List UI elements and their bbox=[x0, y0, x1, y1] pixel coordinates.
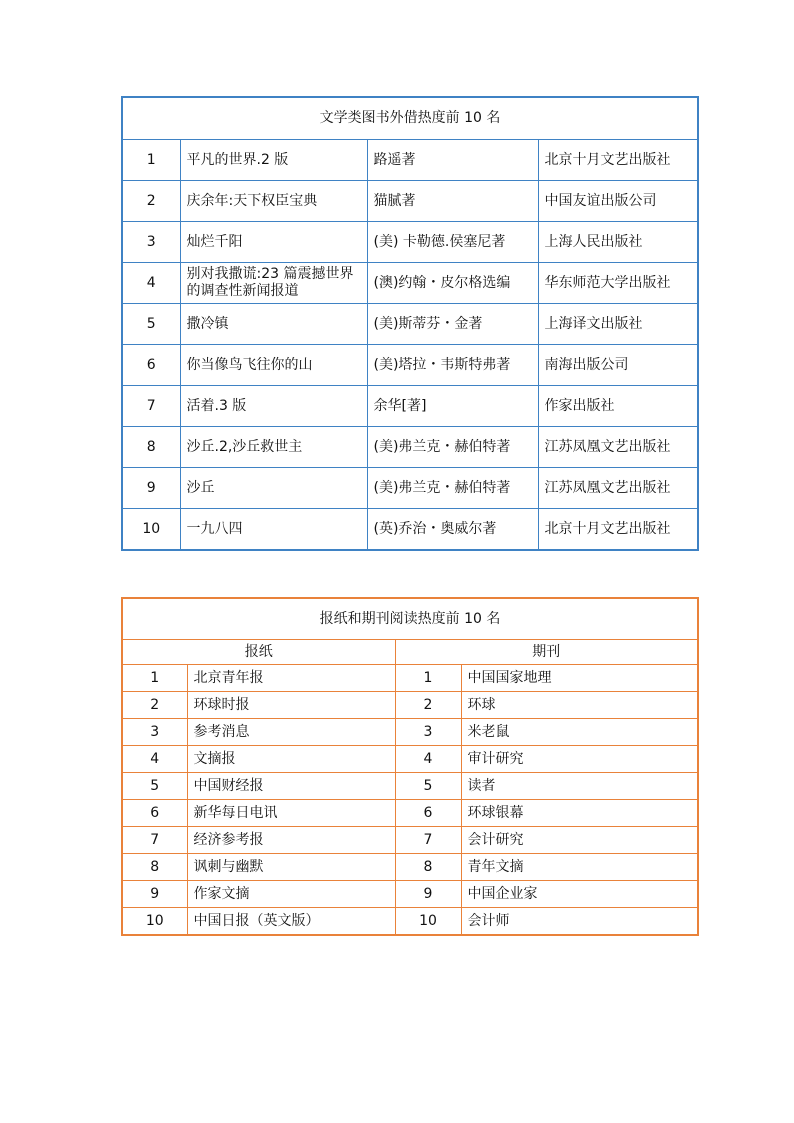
newspaper-name: 讽刺与幽默 bbox=[187, 854, 395, 881]
newspaper-name: 文摘报 bbox=[187, 746, 395, 773]
book-title: 撒冷镇 bbox=[180, 304, 367, 345]
newspaper-name: 中国日报（英文版） bbox=[187, 908, 395, 936]
newspaper-rank: 3 bbox=[122, 719, 187, 746]
book-title: 你当像鸟飞往你的山 bbox=[180, 345, 367, 386]
journal-rank: 7 bbox=[395, 827, 461, 854]
book-rank: 5 bbox=[122, 304, 180, 345]
journal-name: 青年文摘 bbox=[461, 854, 698, 881]
newspaper-rank: 8 bbox=[122, 854, 187, 881]
book-rank: 2 bbox=[122, 181, 180, 222]
periodicals-table-title-row bbox=[122, 598, 698, 640]
journal-name: 会计研究 bbox=[461, 827, 698, 854]
journal-rank: 1 bbox=[395, 665, 461, 692]
book-author: (美)弗兰克・赫伯特著 bbox=[367, 427, 538, 468]
journal-rank: 10 bbox=[395, 908, 461, 936]
journal-rank: 6 bbox=[395, 800, 461, 827]
book-title: 灿烂千阳 bbox=[180, 222, 367, 263]
table-row bbox=[122, 468, 698, 509]
table-row bbox=[122, 746, 698, 773]
journal-name: 中国国家地理 bbox=[461, 665, 698, 692]
newspaper-name: 新华每日电讯 bbox=[187, 800, 395, 827]
journal-name: 中国企业家 bbox=[461, 881, 698, 908]
newspaper-name: 经济参考报 bbox=[187, 827, 395, 854]
book-title: 沙丘 bbox=[180, 468, 367, 509]
newspaper-header: 报纸 bbox=[122, 640, 395, 665]
newspaper-rank: 7 bbox=[122, 827, 187, 854]
book-rank: 10 bbox=[122, 509, 180, 551]
table-row bbox=[122, 222, 698, 263]
table-row bbox=[122, 800, 698, 827]
book-author: (美)斯蒂芬・金著 bbox=[367, 304, 538, 345]
book-title: 庆余年:天下权臣宝典 bbox=[180, 181, 367, 222]
table-row bbox=[122, 386, 698, 427]
newspaper-rank: 9 bbox=[122, 881, 187, 908]
book-publisher: 作家出版社 bbox=[538, 386, 698, 427]
journal-name: 会计师 bbox=[461, 908, 698, 936]
book-rank: 7 bbox=[122, 386, 180, 427]
book-publisher: 上海人民出版社 bbox=[538, 222, 698, 263]
book-author: 路遥著 bbox=[367, 140, 538, 181]
book-publisher: 上海译文出版社 bbox=[538, 304, 698, 345]
journal-rank: 2 bbox=[395, 692, 461, 719]
book-author: (美)塔拉・韦斯特弗著 bbox=[367, 345, 538, 386]
book-author: (英)乔治・奥威尔著 bbox=[367, 509, 538, 551]
newspaper-rank: 6 bbox=[122, 800, 187, 827]
book-rank: 9 bbox=[122, 468, 180, 509]
book-publisher: 江苏凤凰文艺出版社 bbox=[538, 468, 698, 509]
book-title: 平凡的世界.2 版 bbox=[180, 140, 367, 181]
journal-name: 环球银幕 bbox=[461, 800, 698, 827]
journal-header: 期刊 bbox=[395, 640, 698, 665]
periodicals-table-title: 报纸和期刊阅读热度前 10 名 bbox=[122, 598, 698, 640]
periodicals-table bbox=[121, 597, 699, 936]
table-row bbox=[122, 827, 698, 854]
table-row bbox=[122, 881, 698, 908]
newspaper-name: 北京青年报 bbox=[187, 665, 395, 692]
journal-rank: 9 bbox=[395, 881, 461, 908]
book-author: 猫腻著 bbox=[367, 181, 538, 222]
books-table-title: 文学类图书外借热度前 10 名 bbox=[122, 97, 698, 140]
table-row bbox=[122, 509, 698, 551]
newspaper-name: 中国财经报 bbox=[187, 773, 395, 800]
book-rank: 3 bbox=[122, 222, 180, 263]
journal-rank: 8 bbox=[395, 854, 461, 881]
periodicals-table-header-row bbox=[122, 640, 698, 665]
journal-name: 环球 bbox=[461, 692, 698, 719]
books-table bbox=[121, 96, 699, 551]
book-author: (美) 卡勒德.侯塞尼著 bbox=[367, 222, 538, 263]
journal-rank: 4 bbox=[395, 746, 461, 773]
newspaper-rank: 4 bbox=[122, 746, 187, 773]
book-title: 一九八四 bbox=[180, 509, 367, 551]
book-publisher: 北京十月文艺出版社 bbox=[538, 509, 698, 551]
book-author: 余华[著] bbox=[367, 386, 538, 427]
book-publisher: 江苏凤凰文艺出版社 bbox=[538, 427, 698, 468]
journal-rank: 5 bbox=[395, 773, 461, 800]
journal-name: 米老鼠 bbox=[461, 719, 698, 746]
newspaper-rank: 10 bbox=[122, 908, 187, 936]
book-title: 沙丘.2,沙丘救世主 bbox=[180, 427, 367, 468]
table-row bbox=[122, 908, 698, 936]
book-publisher: 中国友谊出版公司 bbox=[538, 181, 698, 222]
books-table-title-row bbox=[122, 97, 698, 140]
journal-name: 审计研究 bbox=[461, 746, 698, 773]
table-row bbox=[122, 140, 698, 181]
newspaper-name: 环球时报 bbox=[187, 692, 395, 719]
table-row bbox=[122, 719, 698, 746]
book-author: (澳)约翰・皮尔格选编 bbox=[367, 263, 538, 304]
book-publisher: 南海出版公司 bbox=[538, 345, 698, 386]
table-row bbox=[122, 665, 698, 692]
newspaper-rank: 1 bbox=[122, 665, 187, 692]
book-rank: 1 bbox=[122, 140, 180, 181]
book-rank: 6 bbox=[122, 345, 180, 386]
book-rank: 8 bbox=[122, 427, 180, 468]
book-title: 别对我撒谎:23 篇震撼世界的调查性新闻报道 bbox=[180, 263, 367, 304]
newspaper-name: 参考消息 bbox=[187, 719, 395, 746]
book-author: (美)弗兰克・赫伯特著 bbox=[367, 468, 538, 509]
book-rank: 4 bbox=[122, 263, 180, 304]
newspaper-rank: 5 bbox=[122, 773, 187, 800]
table-row bbox=[122, 181, 698, 222]
book-title: 活着.3 版 bbox=[180, 386, 367, 427]
table-row bbox=[122, 427, 698, 468]
table-row bbox=[122, 773, 698, 800]
book-publisher: 北京十月文艺出版社 bbox=[538, 140, 698, 181]
table-row bbox=[122, 854, 698, 881]
table-row bbox=[122, 304, 698, 345]
book-publisher: 华东师范大学出版社 bbox=[538, 263, 698, 304]
newspaper-name: 作家文摘 bbox=[187, 881, 395, 908]
journal-rank: 3 bbox=[395, 719, 461, 746]
table-row bbox=[122, 263, 698, 304]
journal-name: 读者 bbox=[461, 773, 698, 800]
table-row bbox=[122, 345, 698, 386]
table-row bbox=[122, 692, 698, 719]
newspaper-rank: 2 bbox=[122, 692, 187, 719]
